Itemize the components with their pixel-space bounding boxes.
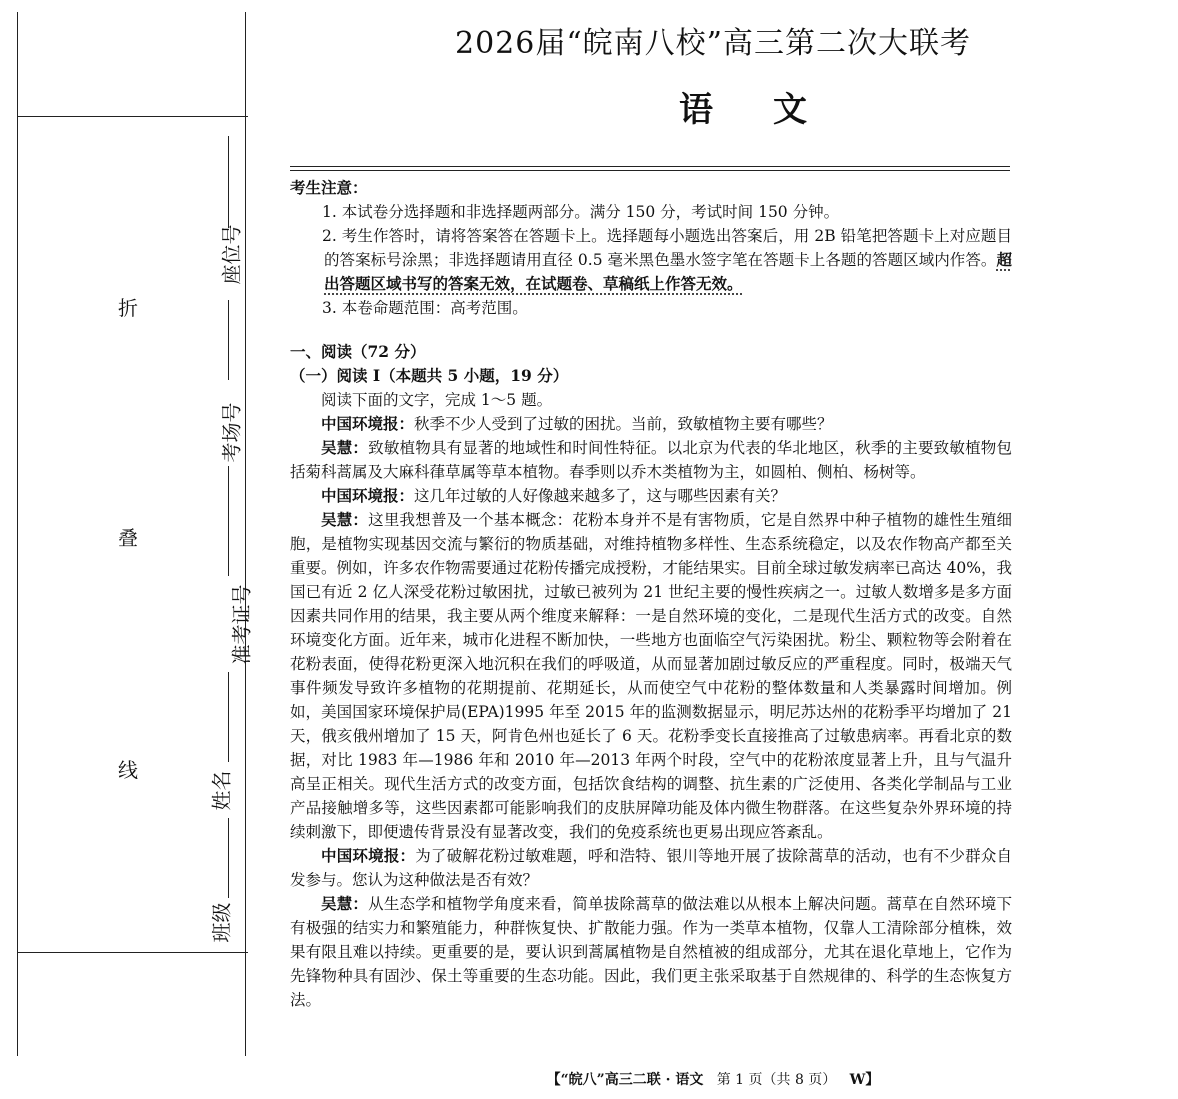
spacer bbox=[290, 320, 1012, 340]
speaker-label: 吴慧： bbox=[321, 438, 369, 457]
dialogue-text: 这几年过敏的人好像越来越多了，这与哪些因素有关？ bbox=[414, 487, 787, 505]
dialogue-text: 为了破解花粉过敏难题，呼和浩特、银川等地开展了拔除蒿草的活动，也有不少群众自发参与。您认为这种做法是否有效？ bbox=[290, 847, 1012, 889]
subject-title: 语文 bbox=[679, 90, 867, 130]
header-rule-2 bbox=[290, 170, 1010, 171]
name-field bbox=[200, 770, 240, 811]
speaker-label: 中国环境报： bbox=[321, 846, 416, 865]
admission-number-field bbox=[200, 584, 254, 665]
header-rule-1 bbox=[290, 166, 1010, 167]
section-heading: 一、阅读（72 分） bbox=[290, 342, 426, 361]
exam-room-line bbox=[228, 466, 229, 576]
fold-char-3: 线 bbox=[118, 758, 138, 782]
seat-number-label: 座位号 bbox=[219, 224, 244, 285]
reading-instruction: 阅读下面的文字，完成 1～5 题。 bbox=[321, 391, 553, 409]
binding-margin bbox=[0, 0, 254, 1099]
notice-item-3: 3. 本卷命题范围：高考范围。 bbox=[322, 299, 528, 317]
exam-content bbox=[290, 176, 1012, 1012]
name-line bbox=[228, 818, 229, 898]
speaker-label: 中国环境报： bbox=[321, 414, 415, 433]
footer-exam-label: 【“皖八”高三二联 · 语文 bbox=[546, 1072, 704, 1088]
dialogue-text: 从生态学和植物学角度来看，简单拔除蒿草的做法难以从根本上解决问题。蒿草在自然环境下有极强的结实力和繁殖能力，种群恢复快、扩散能力强。作为一类草本植物，仅靠人工清除部分植株，效果有限且难以持续。更重要的是，要认识到蒿属植物是自然植被的组成部分，尤其在退化草地上，它作为先锋物种具有固沙、保土等重要的生态功能。因此，我们更主张采取基于自然规律的、科学的生态恢复方法。 bbox=[290, 895, 1012, 1009]
page-footer bbox=[248, 1069, 1178, 1089]
admission-number-line bbox=[228, 672, 229, 762]
subsection-heading: （一）阅读 Ⅰ（本题共 5 小题，19 分） bbox=[290, 366, 569, 385]
notice-item-2-text: 2. 考生作答时，请将答案答在答题卡上。选择题每小题选出答案后，用 2B 铅笔把答题卡上对应题目的答案标号涂黑；非选择题请用直径 0.5 毫米黑色墨水签字笔在答题卡上各题的答题区域内作答。 bbox=[322, 227, 1012, 269]
seat-number-field bbox=[200, 224, 244, 285]
dialogue-paragraph bbox=[290, 892, 1012, 1012]
seat-number-line-2 bbox=[228, 300, 229, 380]
binding-divider-top bbox=[17, 116, 248, 117]
speaker-label: 吴慧： bbox=[321, 894, 369, 913]
dialogue-text: 致敏植物具有显著的地域性和时间性特征。以北京为代表的华北地区，秋季的主要致敏植物包括菊科蒿属及大麻科葎草属等草本植物。春季则以乔木类植物为主，如圆柏、侧柏、杨树等。 bbox=[290, 439, 1012, 481]
fold-char-2: 叠 bbox=[118, 526, 138, 550]
speaker-label: 中国环境报： bbox=[321, 486, 415, 505]
name-label: 姓名 bbox=[209, 770, 234, 811]
dialogue-text: 秋季不少人受到了过敏的困扰。当前，致敏植物主要有哪些？ bbox=[414, 415, 833, 433]
dialogue-paragraph bbox=[290, 484, 1012, 508]
fold-char-1: 折 bbox=[118, 296, 138, 320]
footer-page-number: 第 1 页（共 8 页） bbox=[716, 1072, 837, 1088]
dialogue-text: 这里我想普及一个基本概念：花粉本身并不是有害物质，它是自然界中种子植物的雄性生殖细胞，是植物实现基因交流与繁衍的物质基础，对维持植物多样性、生态系统稳定，以及农作物高产都至关重要。例如，许多农作物需要通过花粉传播完成授粉，才能结果实。目前全球过敏发病率已高达 40%，我国已有近 2 亿人深受花粉过敏困扰，过敏已被列为 21 世纪主要的慢性疾病之一。过敏人数增多是多方面因素共同作用的结果，我主要从两个维度来解释：一是自然环境的变化，二是现代生活方式的改变。自然环境变化方面。近年来，城市化进程不断加快，一些地方也面临空气污染困扰。粉尘、颗粒物等会附着在花粉表面，使得花粉更深入地沉积在我们的呼吸道，从而显著加剧过敏反应的严重程度。同时，极端天气事件频发导致许多植物的花期提前、花期延长，从而使空气中花粉的整体数量和人类暴露时间增加。例如，美国国家环境保护局(EPA)1995 年至 2015 年的监测数据显示，明尼苏达州的花粉季平均增加了 21 天，俄亥俄州增加了 15 天，阿肯色州也延长了 6 天。花粉季变长直接推高了过敏患病率。再看北京的数据，对比 1983 年—1986 年和 2010 年—2013 年两个时段，空气中的花粉浓度显著上升，且与气温升高呈正相关。现代生活方式的改变方面，包括饮食结构的调整、抗生素的广泛使用、各类化学制品与工业产品接触增多等，这些因素都可能影响我们的皮肤屏障功能及体内微生物群落。在这些复杂外界环境的持续刺激下，即便遗传背景没有显著改变，我们的免疫系统也更易出现应答紊乱。 bbox=[290, 511, 1012, 841]
binding-divider-bottom bbox=[17, 952, 248, 953]
seat-number-line bbox=[228, 136, 229, 228]
speaker-label: 吴慧： bbox=[321, 510, 369, 529]
exam-room-label: 考场号 bbox=[219, 402, 244, 463]
dialogue-paragraph bbox=[290, 412, 1012, 436]
exam-room-field bbox=[200, 402, 244, 463]
exam-title: 2026届“皖南八校”高三第二次大联考 bbox=[454, 26, 972, 61]
notice-list bbox=[290, 200, 1012, 320]
dialogue-paragraph bbox=[290, 844, 1012, 892]
notice-item-2 bbox=[324, 224, 1012, 296]
dialogue-paragraph bbox=[290, 508, 1012, 844]
class-label: 班级 bbox=[209, 902, 234, 943]
admission-number-label: 准考证号 bbox=[229, 584, 254, 665]
notice-item-1: 1. 本试卷分选择题和非选择题两部分。满分 150 分，考试时间 150 分钟。 bbox=[322, 203, 840, 221]
footer-version: W】 bbox=[849, 1072, 880, 1088]
notice-item-2-emphasis: 超出答题区域书写的答案无效，在试题卷、草稿纸上作答无效。 bbox=[324, 250, 1012, 293]
class-field bbox=[200, 902, 240, 943]
notice-heading: 考生注意： bbox=[290, 178, 368, 197]
dialogue-paragraph bbox=[290, 436, 1012, 484]
